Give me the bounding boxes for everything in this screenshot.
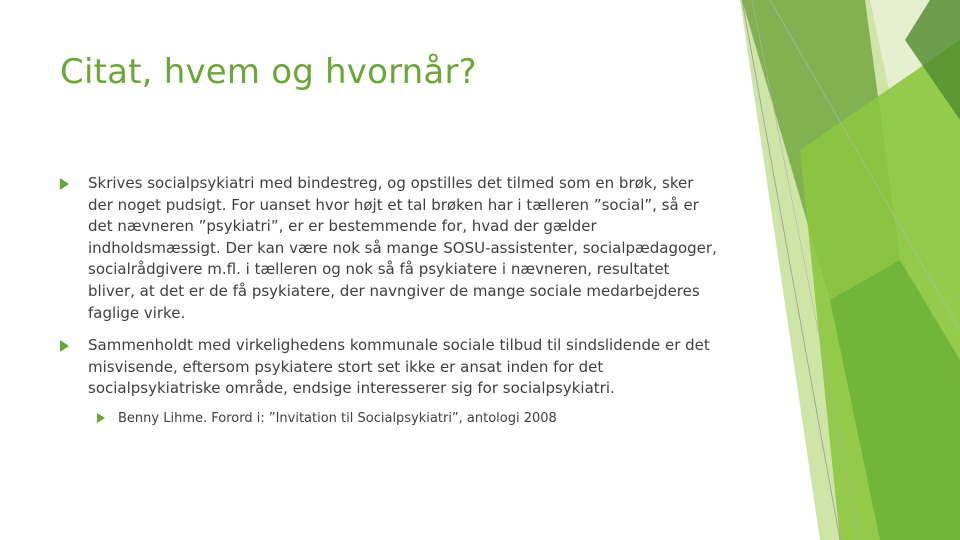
bullet-arrow-icon <box>60 340 69 352</box>
bullet-arrow-icon <box>97 413 105 423</box>
bullet-item <box>60 173 720 324</box>
bullet-item <box>60 335 720 400</box>
sub-bullet-item <box>97 408 697 430</box>
bullet-arrow-icon <box>60 178 69 190</box>
bullet-text: Skrives socialpsykiatri med bindestreg, og opstilles det tilmed som en brøk, sker der noget pudsigt. For uanset hvor højt et tal brøken har i tælleren ”social”, så er det nævneren ”psykiatri”, er er bestemmende for, hvad der gælder indholdsmæssigt. Der kan være nok så mange SOSU-assistenter, socialpædagoger, socialrådgivere m.fl. i tælleren og nok så få psykiatere i nævneren, resultatet bliver, at det er de få psykiatere, der navngiver de mange sociale medarbejderes faglige virke. <box>88 174 717 322</box>
slide-title: Citat, hvem og hvornår? <box>60 52 477 92</box>
bullet-text: Sammenholdt med virkelighedens kommunale sociale tilbud til sindslidende er det misvisende, eftersom psykiatere stort set ikke er ansat inden for det socialpsykiatriske område, endsige interesserer sig for socialpsykiatri. <box>88 336 710 398</box>
citation-text: Benny Lihme. Forord i: ”Invitation til Socialpsykiatri”, antologi 2008 <box>118 411 557 426</box>
